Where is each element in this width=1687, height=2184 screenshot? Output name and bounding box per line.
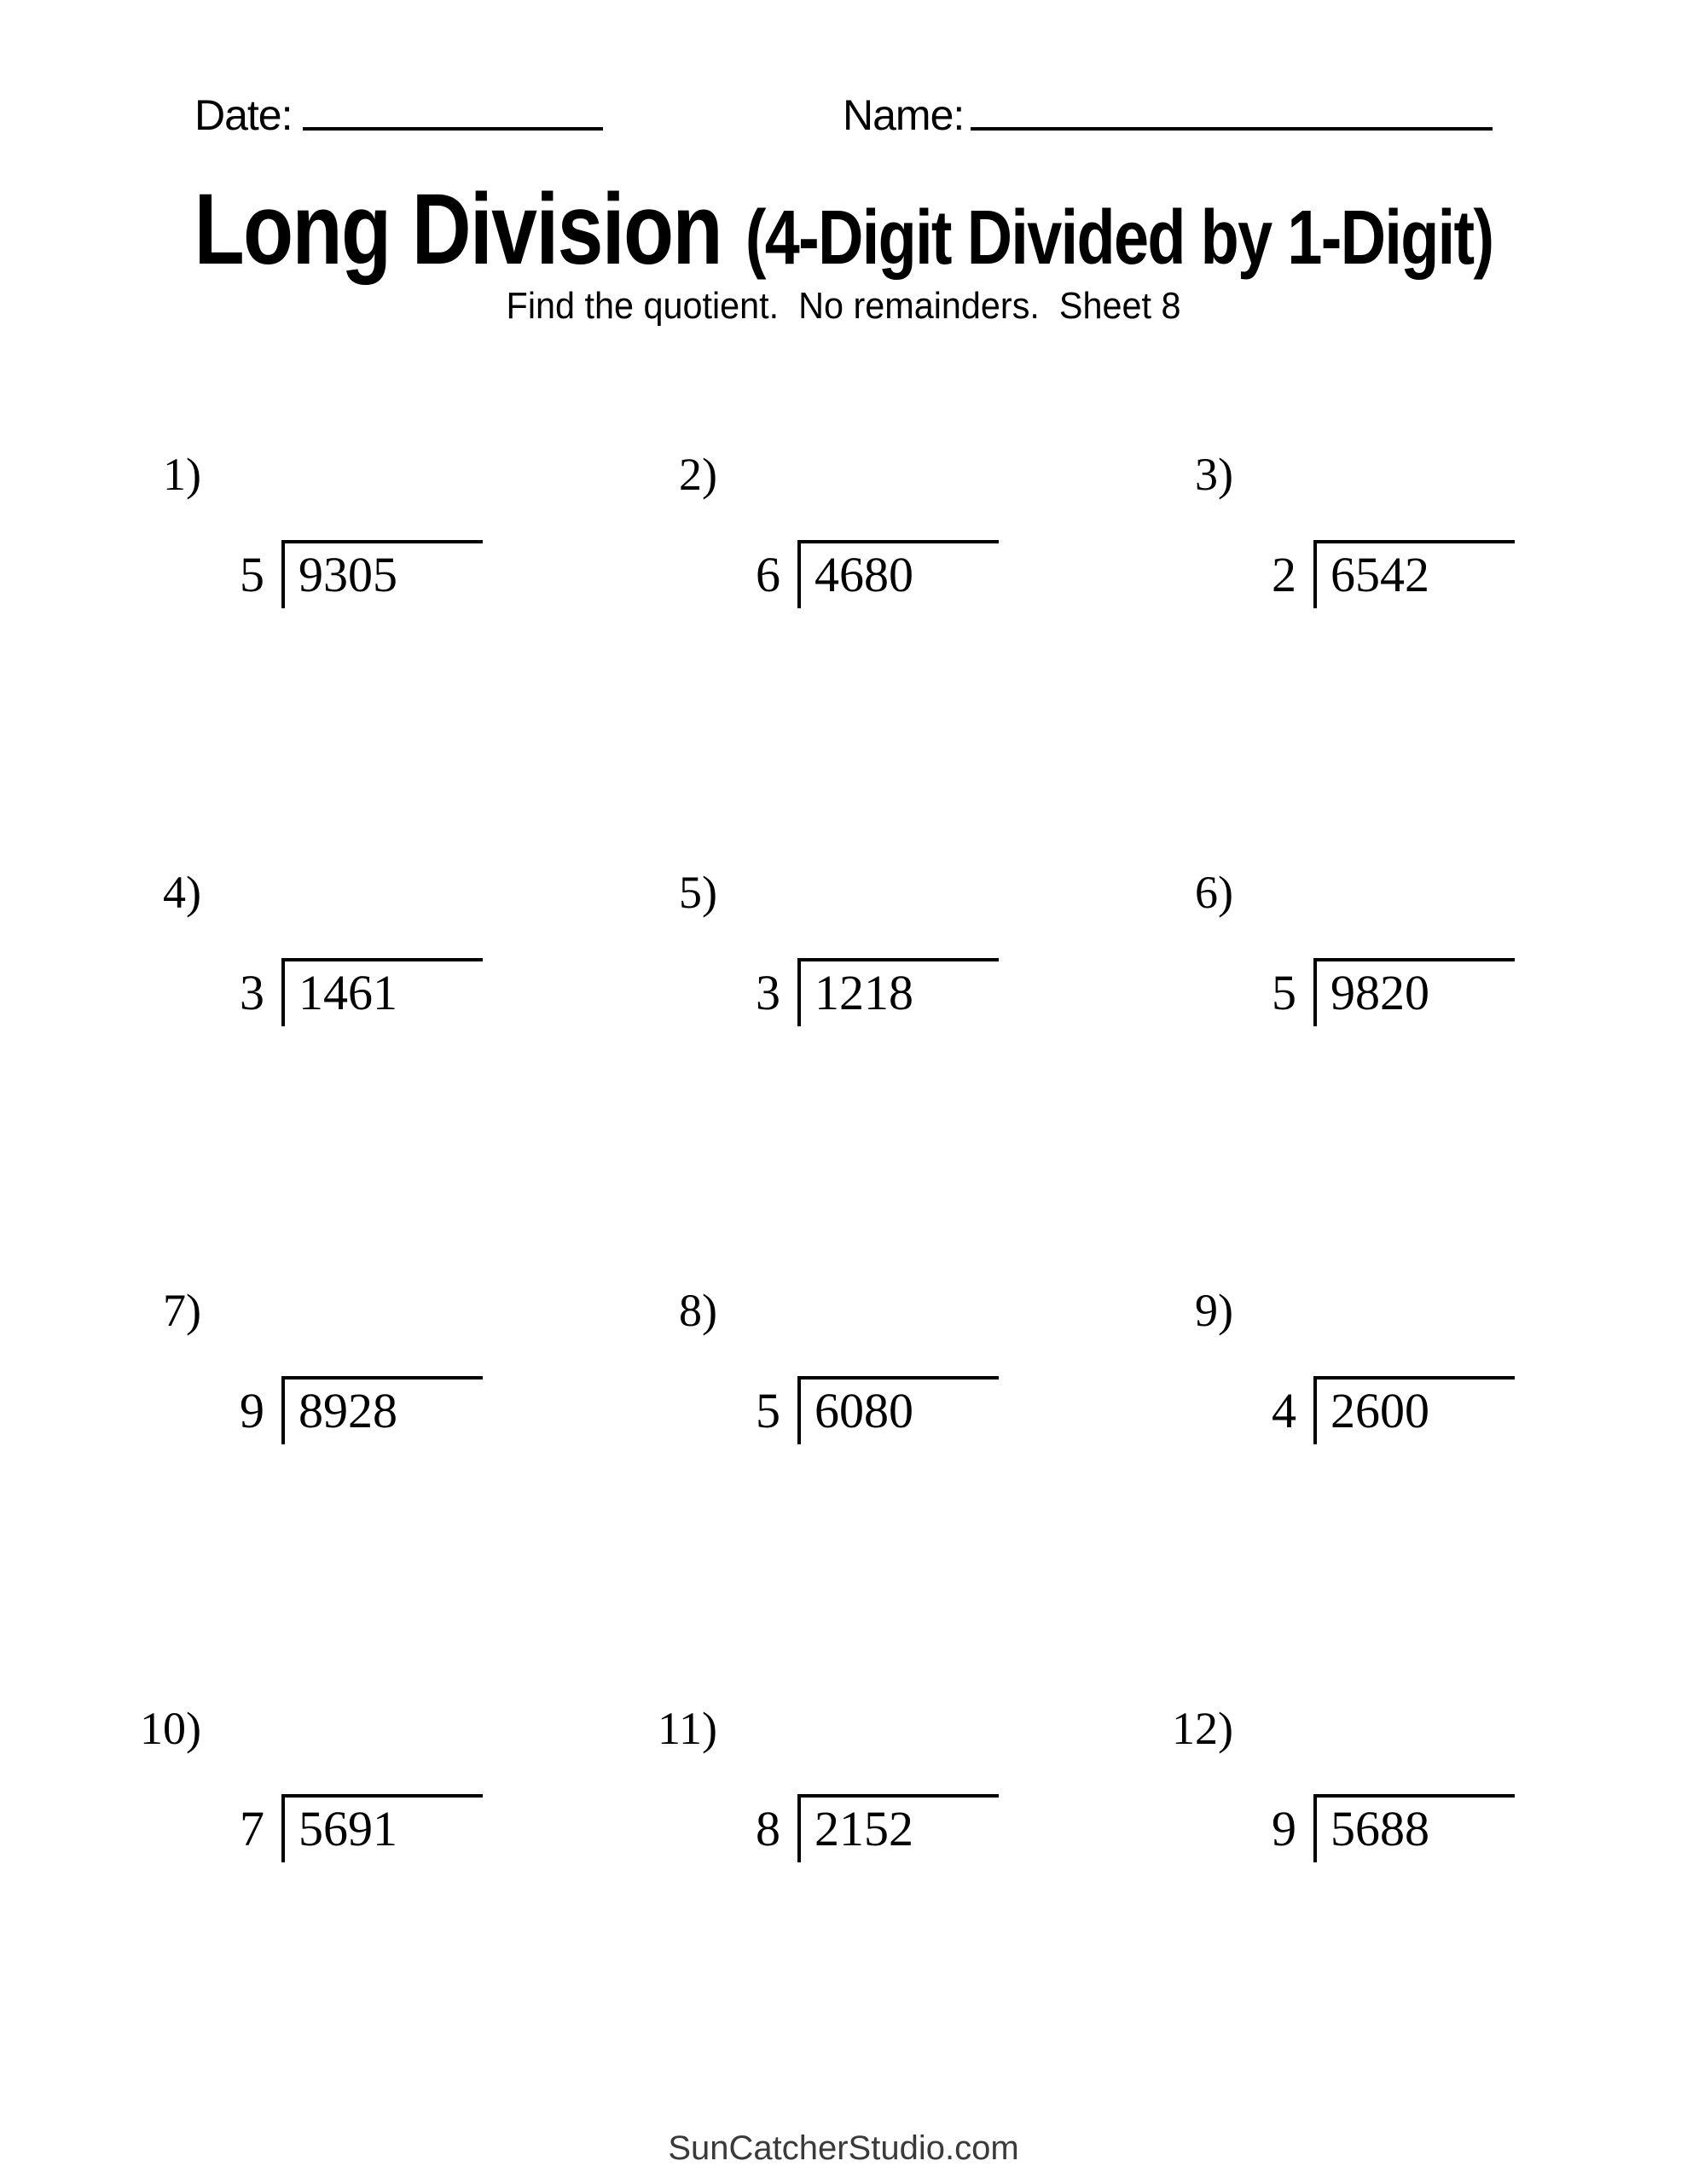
- problem-12: [1158, 1679, 1674, 2097]
- division-expression: [1259, 540, 1674, 608]
- problem-11: [642, 1679, 1158, 2097]
- site-credit: SunCatcherStudio.com: [668, 2129, 1019, 2167]
- divisor: 8: [756, 1800, 780, 1856]
- date-blank-line: [303, 127, 603, 131]
- division-expression: [227, 958, 642, 1026]
- dividend: 9305: [281, 540, 483, 608]
- problem-5: [642, 843, 1158, 1261]
- dividend: 2152: [797, 1794, 999, 1862]
- division-expression: [227, 1376, 642, 1444]
- divisor: 5: [756, 1382, 780, 1438]
- date-label: Date:: [194, 91, 293, 139]
- title-suffix: (4-Digit Divided by 1-Digit): [745, 195, 1493, 281]
- problem-4: [126, 843, 642, 1261]
- problem-2: [642, 425, 1158, 843]
- problem-8: [642, 1261, 1158, 1679]
- problem-number: 11): [658, 1703, 717, 1754]
- division-expression: [1259, 958, 1674, 1026]
- divisor: 7: [240, 1800, 264, 1856]
- problem-6: [1158, 843, 1674, 1261]
- dividend: 5688: [1313, 1794, 1515, 1862]
- problem-10: [126, 1679, 642, 2097]
- problem-number: 10): [140, 1703, 201, 1754]
- problem-number: 3): [1195, 449, 1233, 500]
- problems-grid: [126, 425, 1674, 2097]
- divisor: 9: [1272, 1800, 1296, 1856]
- divisor: 6: [756, 546, 780, 602]
- divisor: 5: [240, 546, 264, 602]
- dividend: 4680: [797, 540, 999, 608]
- problem-3: [1158, 425, 1674, 843]
- division-expression: [743, 540, 1158, 608]
- name-blank-line: [971, 127, 1493, 131]
- instructions-text: Find the quotient. No remainders. Sheet 8: [506, 285, 1181, 327]
- problem-number: 6): [1195, 867, 1233, 918]
- problem-number: 7): [163, 1285, 201, 1336]
- title-main: Long Division: [194, 173, 722, 286]
- divisor: 3: [756, 964, 780, 1020]
- problem-number: 4): [163, 867, 201, 918]
- divisor: 4: [1272, 1382, 1296, 1438]
- dividend: 5691: [281, 1794, 483, 1862]
- page-title: [152, 173, 1535, 286]
- problem-number: 5): [679, 867, 717, 918]
- problem-number: 9): [1195, 1285, 1233, 1336]
- division-expression: [227, 1794, 642, 1862]
- problem-number: 12): [1172, 1703, 1233, 1754]
- dividend: 6080: [797, 1376, 999, 1444]
- division-expression: [1259, 1794, 1674, 1862]
- division-expression: [743, 1794, 1158, 1862]
- problem-number: 8): [679, 1285, 717, 1336]
- divisor: 3: [240, 964, 264, 1020]
- problem-9: [1158, 1261, 1674, 1679]
- dividend: 9820: [1313, 958, 1515, 1026]
- dividend: 6542: [1313, 540, 1515, 608]
- dividend: 1218: [797, 958, 999, 1026]
- name-label: Name:: [843, 91, 965, 139]
- problem-number: 2): [679, 449, 717, 500]
- dividend: 2600: [1313, 1376, 1515, 1444]
- division-expression: [227, 540, 642, 608]
- dividend: 1461: [281, 958, 483, 1026]
- problem-number: 1): [163, 449, 201, 500]
- name-field: [843, 92, 1493, 139]
- division-expression: [743, 958, 1158, 1026]
- date-field: [194, 92, 603, 139]
- division-expression: [743, 1376, 1158, 1444]
- divisor: 5: [1272, 964, 1296, 1020]
- divisor: 2: [1272, 546, 1296, 602]
- problem-7: [126, 1261, 642, 1679]
- problem-1: [126, 425, 642, 843]
- divisor: 9: [240, 1382, 264, 1438]
- dividend: 8928: [281, 1376, 483, 1444]
- division-expression: [1259, 1376, 1674, 1444]
